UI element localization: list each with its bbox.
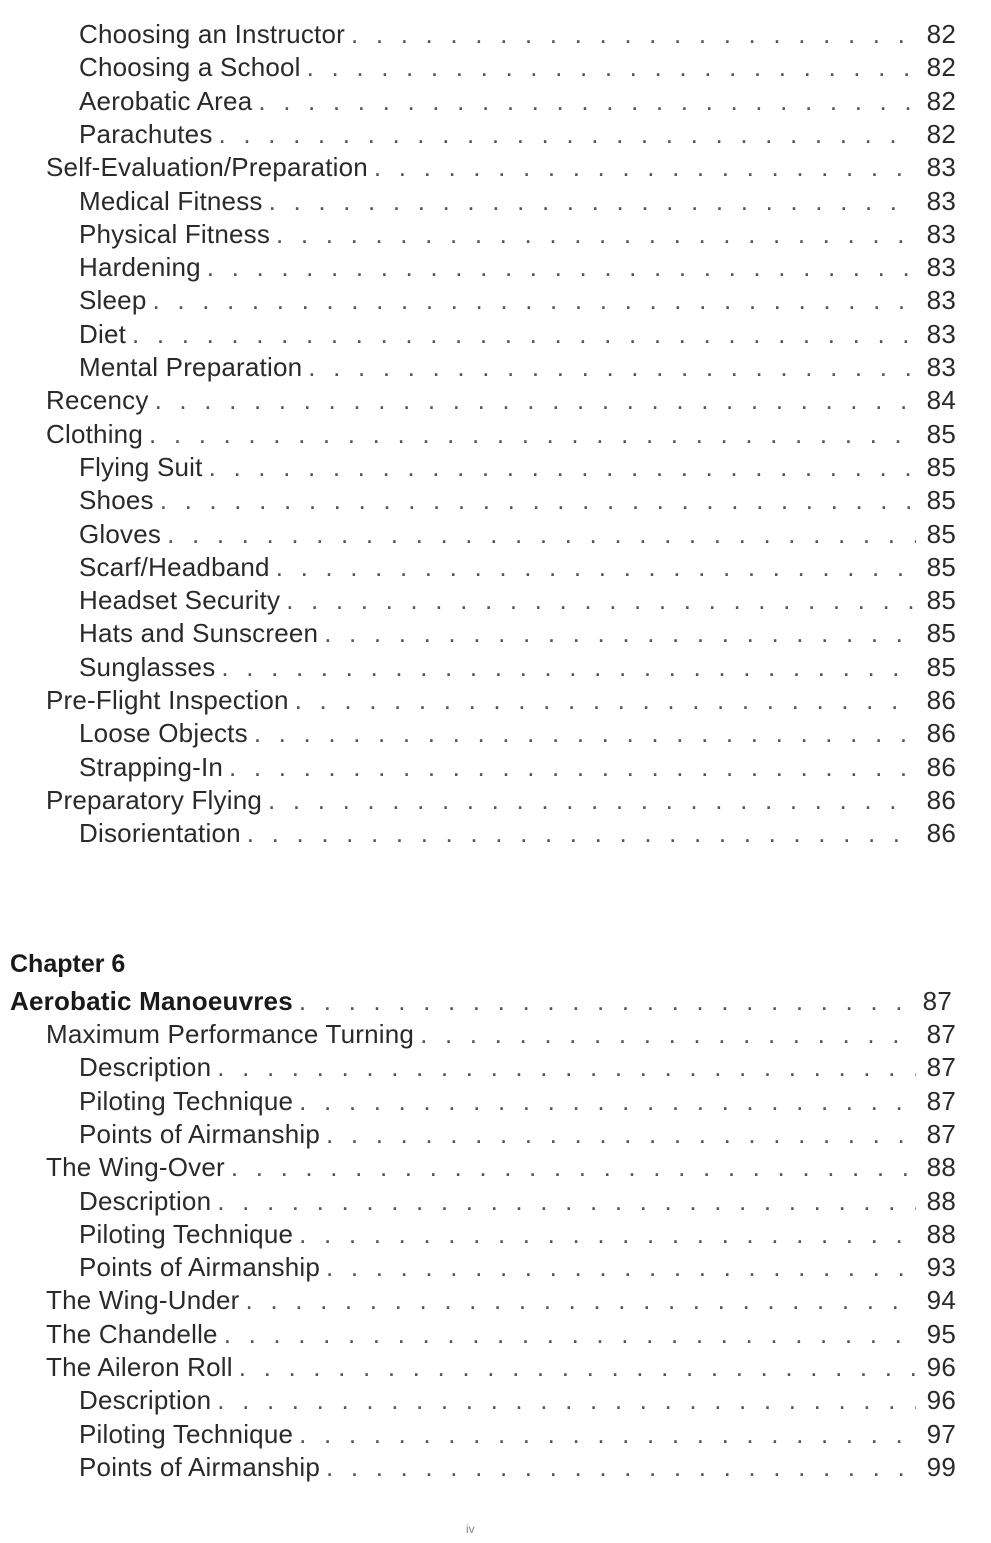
- toc-entry[interactable]: [79, 1051, 956, 1084]
- toc-entry[interactable]: [79, 351, 956, 384]
- toc-entry[interactable]: [79, 185, 956, 218]
- dot-leader: [219, 118, 916, 150]
- toc-entry-label: The Chandelle: [46, 1318, 218, 1349]
- dot-leader: [231, 1151, 916, 1183]
- toc-entry[interactable]: [79, 1251, 956, 1284]
- toc-entry[interactable]: [79, 584, 956, 617]
- toc-entry[interactable]: [79, 1218, 956, 1251]
- toc-entry-label: Shoes: [79, 485, 154, 516]
- toc-entry-label: Recency: [46, 385, 149, 416]
- toc-entry-label: Gloves: [79, 518, 162, 549]
- dot-leader: [299, 1418, 916, 1450]
- dot-leader: [209, 451, 916, 483]
- dot-leader: [217, 1384, 916, 1416]
- page-number: 82: [926, 118, 956, 149]
- chapter-title-entry[interactable]: [10, 985, 952, 1018]
- page-number: 86: [926, 784, 956, 815]
- toc-entry-label: Mental Preparation: [79, 352, 303, 382]
- toc-entry-label: Maximum Performance Turning: [46, 1019, 415, 1049]
- toc-entry-label: Points of Airmanship: [79, 1252, 321, 1283]
- page-number: 87: [922, 986, 952, 1016]
- toc-entry[interactable]: [79, 1384, 956, 1417]
- toc-entry[interactable]: [79, 1451, 956, 1484]
- dot-leader: [299, 1218, 916, 1250]
- page-number: 84: [926, 385, 956, 416]
- toc-entry-label: Clothing: [46, 418, 143, 449]
- toc-entry-label: Points of Airmanship: [79, 1118, 321, 1149]
- dot-leader: [269, 185, 916, 217]
- page-number: 83: [926, 352, 956, 382]
- toc-entry-label: Pre-Flight Inspection: [46, 685, 289, 715]
- toc-entry[interactable]: [79, 118, 956, 151]
- toc-entry-label: The Wing-Over: [46, 1152, 225, 1183]
- page-number: 86: [926, 718, 956, 749]
- page-number: 85: [926, 551, 956, 582]
- dot-leader: [217, 1185, 916, 1217]
- page-number: 86: [926, 751, 956, 782]
- toc-entry[interactable]: [79, 651, 956, 684]
- toc-entry-label: Hardening: [79, 252, 201, 283]
- toc-entry[interactable]: [79, 85, 956, 118]
- dot-leader: [276, 551, 916, 583]
- toc-entry[interactable]: [79, 284, 956, 317]
- toc-entry-label: Hats and Sunscreen: [79, 618, 319, 649]
- dot-leader: [351, 18, 916, 50]
- chapter-number: Chapter 6: [10, 950, 126, 978]
- toc-entry[interactable]: [79, 451, 956, 484]
- dot-leader: [247, 817, 916, 849]
- toc-entry-label: Loose Objects: [79, 718, 248, 749]
- dot-leader: [308, 351, 916, 383]
- dot-leader: [221, 651, 916, 683]
- toc-entry-label: Physical Fitness: [79, 218, 271, 249]
- dot-leader: [295, 684, 916, 716]
- toc-entry-label: Strapping-In: [79, 751, 224, 782]
- page-number: 83: [926, 285, 956, 316]
- page-number: 85: [926, 485, 956, 516]
- toc-entry[interactable]: [46, 151, 956, 184]
- toc-entry-label: Scarf/Headband: [79, 551, 270, 582]
- page-number: 83: [926, 252, 956, 283]
- toc-entry[interactable]: [79, 1418, 956, 1451]
- page-number: 83: [926, 185, 956, 216]
- toc-entry[interactable]: [79, 518, 956, 551]
- dot-leader: [246, 1284, 916, 1316]
- toc-entry[interactable]: [79, 817, 956, 850]
- toc-entry-label: Sleep: [79, 285, 147, 316]
- dot-leader: [299, 1085, 916, 1117]
- page-number: 88: [926, 1218, 956, 1249]
- page-number: 82: [926, 19, 956, 49]
- page-number: 83: [926, 318, 956, 349]
- page-number: 85: [926, 651, 956, 682]
- dot-leader: [324, 617, 916, 649]
- dot-leader: [239, 1351, 916, 1383]
- toc-entry[interactable]: [79, 251, 956, 284]
- toc-entry-label: Description: [79, 1052, 212, 1083]
- toc-entry-label: Sunglasses: [79, 651, 216, 682]
- page-number: 96: [926, 1385, 956, 1416]
- page-number: 99: [926, 1451, 956, 1482]
- dot-leader: [326, 1251, 916, 1283]
- toc-entry-label: Flying Suit: [79, 451, 203, 482]
- page-number: 97: [926, 1418, 956, 1449]
- dot-leader: [307, 51, 916, 83]
- toc-entry[interactable]: [79, 218, 956, 251]
- toc-entry-label: The Wing-Under: [46, 1285, 240, 1316]
- dot-leader: [217, 1051, 916, 1083]
- toc-entry[interactable]: [46, 1284, 956, 1317]
- chapter-title: Aerobatic Manoeuvres: [10, 986, 293, 1016]
- dot-leader: [167, 518, 916, 550]
- page-number: 86: [926, 818, 956, 849]
- toc-entry-label: Diet: [79, 318, 127, 349]
- dot-leader: [254, 717, 916, 749]
- page-number: 96: [926, 1352, 956, 1382]
- toc-entry[interactable]: [79, 617, 956, 650]
- page-number: 87: [926, 1019, 956, 1049]
- page-number: 85: [926, 418, 956, 449]
- toc-entry[interactable]: [46, 1318, 956, 1351]
- toc-entry-label: The Aileron Roll: [46, 1352, 233, 1382]
- toc-entry[interactable]: [79, 1185, 956, 1218]
- toc-entry[interactable]: [79, 751, 956, 784]
- toc-entry-label: Aerobatic Area: [79, 85, 253, 116]
- dot-leader: [420, 1018, 916, 1050]
- toc-entry-label: Points of Airmanship: [79, 1451, 321, 1482]
- dot-leader: [224, 1318, 916, 1350]
- toc-entry-label: Description: [79, 1385, 212, 1416]
- page-number: 88: [926, 1185, 956, 1216]
- toc-entry[interactable]: [79, 1118, 956, 1151]
- toc-entry[interactable]: [46, 384, 956, 417]
- page-number: 87: [926, 1085, 956, 1116]
- dot-leader: [326, 1451, 916, 1483]
- toc-entry[interactable]: [46, 418, 956, 451]
- page-number: 85: [926, 518, 956, 549]
- dot-leader: [160, 484, 916, 516]
- dot-leader: [132, 318, 916, 350]
- page-number: 85: [926, 618, 956, 649]
- page-number: 93: [926, 1252, 956, 1283]
- page-number: 86: [926, 685, 956, 715]
- dot-leader: [276, 218, 916, 250]
- dot-leader: [153, 284, 917, 316]
- toc-entry-label: Medical Fitness: [79, 185, 263, 216]
- toc-entry-label: Headset Security: [79, 585, 281, 616]
- dot-leader: [258, 85, 916, 117]
- dot-leader: [286, 584, 916, 616]
- page-number: 95: [926, 1318, 956, 1349]
- toc-entry[interactable]: [46, 1351, 956, 1384]
- toc-entry-label: Choosing a School: [79, 52, 301, 83]
- dot-leader: [229, 751, 916, 783]
- page-number: 88: [926, 1152, 956, 1183]
- toc-entry-label: Parachutes: [79, 118, 213, 149]
- dot-leader: [299, 985, 912, 1017]
- toc-entry[interactable]: [46, 1151, 956, 1184]
- page-folio: iv: [466, 1522, 475, 1536]
- dot-leader: [207, 251, 916, 283]
- toc-entry-label: Piloting Technique: [79, 1085, 294, 1116]
- page-number: 83: [926, 152, 956, 183]
- toc-entry-label: Disorientation: [79, 818, 241, 849]
- dot-leader: [326, 1118, 916, 1150]
- toc-entry[interactable]: [79, 51, 956, 84]
- toc-entry[interactable]: [46, 684, 956, 717]
- toc-entry[interactable]: [79, 717, 956, 750]
- dot-leader: [268, 784, 916, 816]
- page-number: 85: [926, 451, 956, 482]
- page-number: 85: [926, 585, 956, 616]
- toc-entry[interactable]: [79, 551, 956, 584]
- page-number: 94: [926, 1285, 956, 1316]
- page-number: 82: [926, 85, 956, 116]
- toc-entry-label: Choosing an Instructor: [79, 19, 345, 49]
- toc-entry[interactable]: [79, 484, 956, 517]
- toc-entry[interactable]: [79, 1085, 956, 1118]
- page-number: 87: [926, 1118, 956, 1149]
- dot-leader: [155, 384, 916, 416]
- dot-leader: [149, 418, 916, 450]
- toc-entry[interactable]: [46, 1018, 956, 1051]
- dot-leader: [374, 151, 916, 183]
- toc-entry-label: Description: [79, 1185, 212, 1216]
- page-number: 83: [926, 218, 956, 249]
- toc-entry-label: Preparatory Flying: [46, 784, 263, 815]
- toc-entry-label: Piloting Technique: [79, 1218, 294, 1249]
- toc-entry-label: Self-Evaluation/Preparation: [46, 152, 368, 183]
- page-number: 87: [926, 1052, 956, 1083]
- toc-entry[interactable]: [46, 784, 956, 817]
- toc-entry-label: Piloting Technique: [79, 1418, 294, 1449]
- toc-entry[interactable]: [79, 18, 956, 51]
- page-number: 82: [926, 52, 956, 83]
- toc-entry[interactable]: [79, 318, 956, 351]
